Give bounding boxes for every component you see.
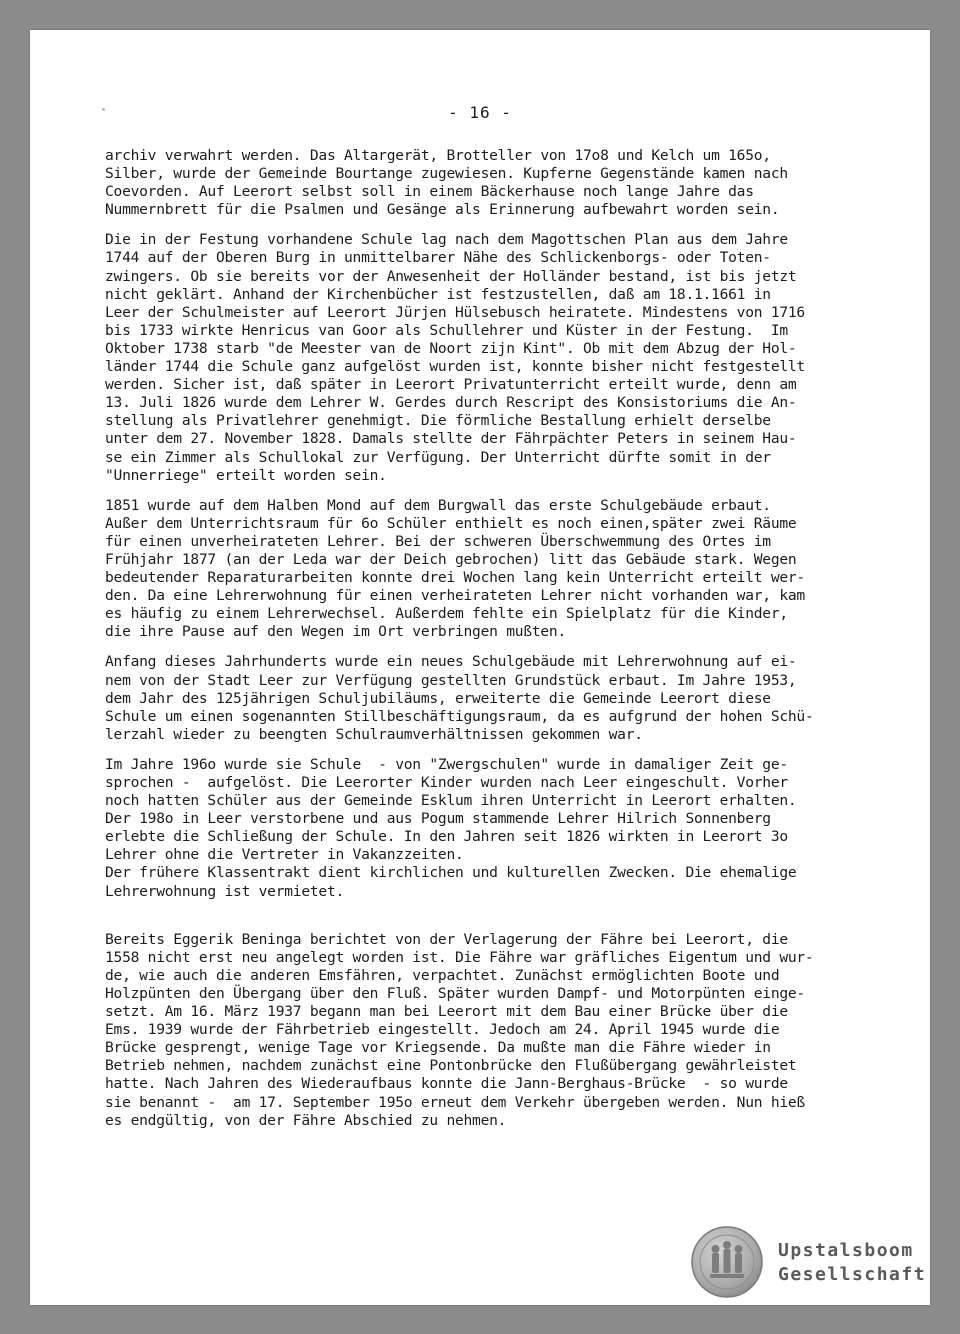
paragraph-archive xyxy=(105,147,865,219)
document-page xyxy=(30,30,930,1305)
text-line: länder 1744 die Schule ganz aufgelöst wurden ist, konnte bisher nicht festgestellt xyxy=(105,358,805,376)
text-line: Außer dem Unterrichtsraum für 6o Schüler enthielt es noch einen,später zwei Räume xyxy=(105,514,797,532)
text-line: die ihre Pause auf den Wegen im Ort verbringen mußten. xyxy=(105,623,566,641)
text-line: setzt. Am 16. März 1937 begann man bei Leerort mit dem Bau einer Brücke über die xyxy=(105,1003,788,1021)
text-line: Der 198o in Leer verstorbene und aus Pogum stammende Lehrer Hilrich Sonnenberg xyxy=(105,810,771,828)
text-line: 1558 nicht erst neu angelegt worden ist. Die Fähre war gräfliches Eigentum und wur- xyxy=(105,948,814,966)
text-line: unter dem 27. November 1828. Damals stellte der Fährpächter Peters in seinem Hau- xyxy=(105,430,797,448)
seal-icon xyxy=(690,1225,764,1299)
text-line: Oktober 1738 starb "de Meester van de Noort zijn Kint". Ob mit dem Abzug der Hol- xyxy=(105,339,797,357)
text-line: bedeutender Reparaturarbeiten konnte drei Wochen lang kein Unterricht erteilt wer- xyxy=(105,569,805,587)
text-line: Holzpünten den Übergang über den Fluß. Später wurden Dampf- und Motorpünten einge- xyxy=(105,984,805,1002)
text-line: nicht geklärt. Anhand der Kirchenbücher ist festzustellen, daß am 18.1.1661 in xyxy=(105,285,771,303)
logo-line-1: Upstalsboom xyxy=(778,1240,914,1261)
text-line: de, wie auch die anderen Emsfähren, verpachtet. Zunächst ermöglichten Boote und xyxy=(105,966,780,984)
paragraph-school-closure xyxy=(105,756,865,901)
text-line: Coevorden. Auf Leerort selbst soll in einem Bäckerhause noch lange Jahre das xyxy=(105,183,754,201)
text-line: zwingers. Ob sie bereits vor der Anwesenheit der Holländer bestand, ist bis jetzt xyxy=(105,267,797,285)
text-line: Silber, wurde der Gemeinde Bourtange zugewiesen. Kupferne Gegenstände kamen nach xyxy=(105,165,788,183)
text-line: Leer der Schulmeister auf Leerort Jürjen Hülsebusch heiratete. Mindestens von 1716 xyxy=(105,303,805,321)
text-line: dem Jahr des 125jährigen Schuljubiläums, erweiterte die Gemeinde Leerort diese xyxy=(105,689,771,707)
paragraph-ferry xyxy=(105,931,865,1130)
text-line: den. Da eine Lehrerwohnung für einen verheirateten Lehrer nicht vorhanden war, kam xyxy=(105,587,805,605)
text-line: Schule um einen sogenannten Stillbeschäftigungsraum, da es aufgrund der hohen Schü- xyxy=(105,707,814,725)
page-number: - 16 - xyxy=(448,103,512,122)
text-line: sie benannt - am 17. September 195o erneut dem Verkehr übergeben werden. Nun hieß xyxy=(105,1093,805,1111)
text-line: Der frühere Klassentrakt dient kirchlichen und kulturellen Zwecken. Die ehemalige xyxy=(105,864,797,882)
text-line: Lehrer ohne die Vertreter in Vakanzzeiten. xyxy=(105,846,464,864)
logo-line-2: Gesellschaft xyxy=(778,1264,927,1285)
text-line: es häufig zu einem Lehrerwechsel. Außerdem fehlte ein Spielplatz für die Kinder, xyxy=(105,605,788,623)
paragraph-school-history xyxy=(105,231,865,484)
text-line: "Unnerriege" erteilt worden sein. xyxy=(105,466,387,484)
text-line: Ems. 1939 wurde der Fährbetrieb eingestellt. Jedoch am 24. April 1945 wurde die xyxy=(105,1021,780,1039)
text-line: hatte. Nach Jahren des Wiederaufbaus konnte die Jann-Berghaus-Brücke - so wurde xyxy=(105,1075,788,1093)
text-line: es endgültig, von der Fähre Abschied zu nehmen. xyxy=(105,1111,507,1129)
text-line: 1744 auf der Oberen Burg in unmittelbarer Nähe des Schlickenborgs- oder Toten- xyxy=(105,249,771,267)
text-line: 13. Juli 1826 wurde dem Lehrer W. Gerdes durch Rescript des Konsistoriums die An- xyxy=(105,394,797,412)
text-line: Betrieb nehmen, nachdem zunächst eine Pontonbrücke den Flußübergang gewährleistet xyxy=(105,1057,797,1075)
paragraph-first-schoolhouse xyxy=(105,497,865,642)
text-line: Nummernbrett für die Psalmen und Gesänge als Erinnerung aufbewahrt worden sein. xyxy=(105,201,780,219)
text-line: erlebte die Schließung der Schule. In den Jahren seit 1826 wirkten in Leerort 3o xyxy=(105,828,788,846)
text-line: sprochen - aufgelöst. Die Leerorter Kinder wurden nach Leer eingeschult. Vorher xyxy=(105,774,788,791)
text-line: se ein Zimmer als Schullokal zur Verfügung. Der Unterricht dürfte somit in der xyxy=(105,448,771,466)
text-line: Bereits Eggerik Beninga berichtet von der Verlagerung der Fähre bei Leerort, die xyxy=(105,930,788,948)
text-line: noch hatten Schüler aus der Gemeinde Esklum ihren Unterricht in Leerort erhalten. xyxy=(105,792,797,810)
logo-text xyxy=(778,1239,926,1287)
text-line: nem von der Stadt Leer zur Verfügung gestellten Grundstück erbaut. Im Jahre 1953, xyxy=(105,671,797,689)
paragraph-new-schoolhouse xyxy=(105,653,865,743)
text-line: für einen unverheirateten Lehrer. Bei der schweren Überschwemmung des Ortes im xyxy=(105,532,771,550)
text-line: stellung als Privatlehrer genehmigt. Die förmliche Bestallung erhielt derselbe xyxy=(105,412,771,430)
upstalsboom-logo xyxy=(690,1225,930,1300)
text-line: archiv verwahrt werden. Das Altargerät, Brotteller von 17o8 und Kelch um 165o, xyxy=(105,147,771,164)
text-line: bis 1733 wirkte Henricus van Goor als Schullehrer und Küster in der Festung. Im xyxy=(105,321,788,339)
text-line: lerzahl wieder zu beengten Schulraumverhältnissen gekommen war. xyxy=(105,725,643,743)
text-line: Brücke gesprengt, wenige Tage vor Kriegsende. Da mußte man die Fähre wieder in xyxy=(105,1039,771,1057)
text-line: Anfang dieses Jahrhunderts wurde ein neues Schulgebäude mit Lehrerwohnung auf ei- xyxy=(105,653,797,671)
text-line: Im Jahre 196o wurde sie Schule - von "Zwergschulen" wurde in damaliger Zeit ge- xyxy=(105,755,788,773)
text-line: Frühjahr 1877 (an der Leda war der Deich gebrochen) litt das Gebäude stark. Wegen xyxy=(105,550,797,568)
body-text xyxy=(105,147,865,1130)
text-line: werden. Sicher ist, daß später in Leerort Privatunterricht erteilt wurde, denn am xyxy=(105,376,797,394)
text-line: Lehrerwohnung ist vermietet. xyxy=(105,882,345,900)
text-line: 1851 wurde auf dem Halben Mond auf dem Burgwall das erste Schulgebäude erbaut. xyxy=(105,496,771,514)
text-line: Die in der Festung vorhandene Schule lag nach dem Magottschen Plan aus dem Jahre xyxy=(105,231,788,249)
